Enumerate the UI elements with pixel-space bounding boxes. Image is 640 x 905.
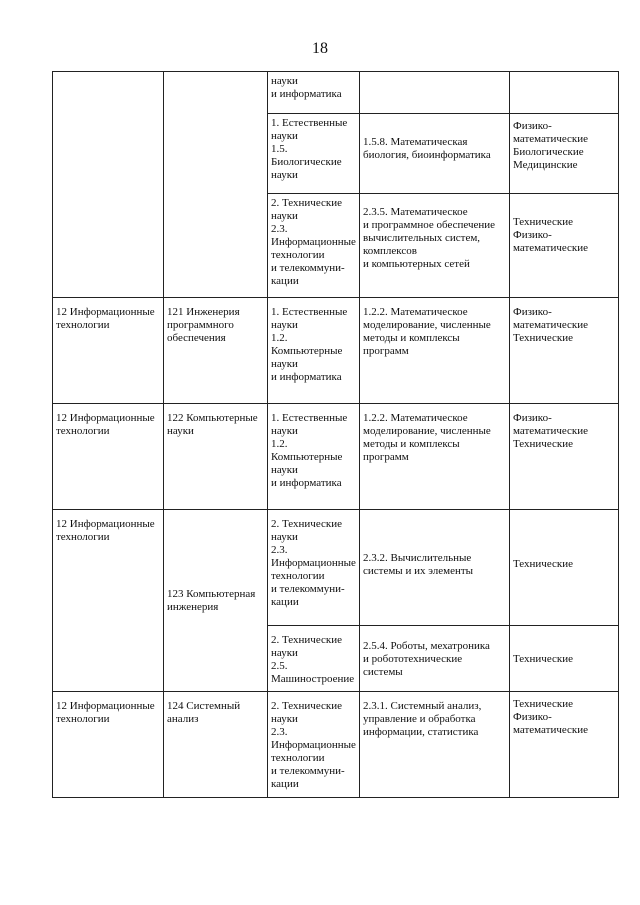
specialty-code-cell: 2.3.1. Системный анализ, управление и обработка информации, статистика: [360, 692, 510, 798]
degree-cell: [510, 72, 619, 114]
table-row: [53, 510, 619, 626]
direction-cell: [53, 72, 164, 298]
direction-cell: 12 Информационные технологии: [53, 692, 164, 798]
field-cell: 1. Естественные науки 1.5. Биологические науки: [268, 114, 360, 194]
specialty-code-cell: 1.2.2. Математическое моделирование, численные методы и комплексы программ: [360, 404, 510, 510]
field-cell: 2. Технические науки 2.3. Информационные технологии и телекоммуни- кации: [268, 692, 360, 798]
specialty-code-cell: 1.5.8. Математическая биология, биоинформатика: [360, 114, 510, 194]
direction-cell: 12 Информационные технологии: [53, 510, 164, 692]
degree-cell: Технические Физико- математические: [510, 194, 619, 298]
degree-cell: Технические: [510, 626, 619, 692]
specialty-cell: 121 Инженерия программного обеспечения: [164, 298, 268, 404]
specialty-cell: 122 Компьютерные науки: [164, 404, 268, 510]
degree-cell: Физико- математические Биологические Медицинские: [510, 114, 619, 194]
specialty-code-cell: 2.5.4. Роботы, мехатроника и робототехнические системы: [360, 626, 510, 692]
table-row: [53, 404, 619, 510]
degree-cell: Физико- математические Технические: [510, 298, 619, 404]
degree-cell: Технические: [510, 510, 619, 626]
field-cell: 2. Технические науки 2.3. Информационные технологии и телекоммуни- кации: [268, 510, 360, 626]
field-cell: 1. Естественные науки 1.2. Компьютерные науки и информатика: [268, 298, 360, 404]
specialty-cell: 124 Системный анализ: [164, 692, 268, 798]
direction-cell: 12 Информационные технологии: [53, 298, 164, 404]
specialty-code-cell: 2.3.2. Вычислительные системы и их элементы: [360, 510, 510, 626]
field-cell: 2. Технические науки 2.3. Информационные технологии и телекоммуни- кации: [268, 194, 360, 298]
field-cell: 2. Технические науки 2.5. Машиностроение: [268, 626, 360, 692]
direction-cell: 12 Информационные технологии: [53, 404, 164, 510]
specialty-cell: [164, 72, 268, 298]
page-number: 18: [312, 40, 328, 57]
specialty-code-cell: 1.2.2. Математическое моделирование, численные методы и комплексы программ: [360, 298, 510, 404]
degree-cell: Технические Физико- математические: [510, 692, 619, 798]
table-row: [53, 72, 619, 114]
table-row: [53, 298, 619, 404]
field-cell: 1. Естественные науки 1.2. Компьютерные науки и информатика: [268, 404, 360, 510]
specialties-table: [52, 71, 619, 798]
specialty-code-cell: 2.3.5. Математическое и программное обеспечение вычислительных систем, комплексов и компьютерных сетей: [360, 194, 510, 298]
table-row: [53, 692, 619, 798]
degree-cell: Физико- математические Технические: [510, 404, 619, 510]
specialty-cell: 123 Компьютерная инженерия: [164, 510, 268, 692]
specialty-code-cell: [360, 72, 510, 114]
field-cell: науки и информатика: [268, 72, 360, 114]
